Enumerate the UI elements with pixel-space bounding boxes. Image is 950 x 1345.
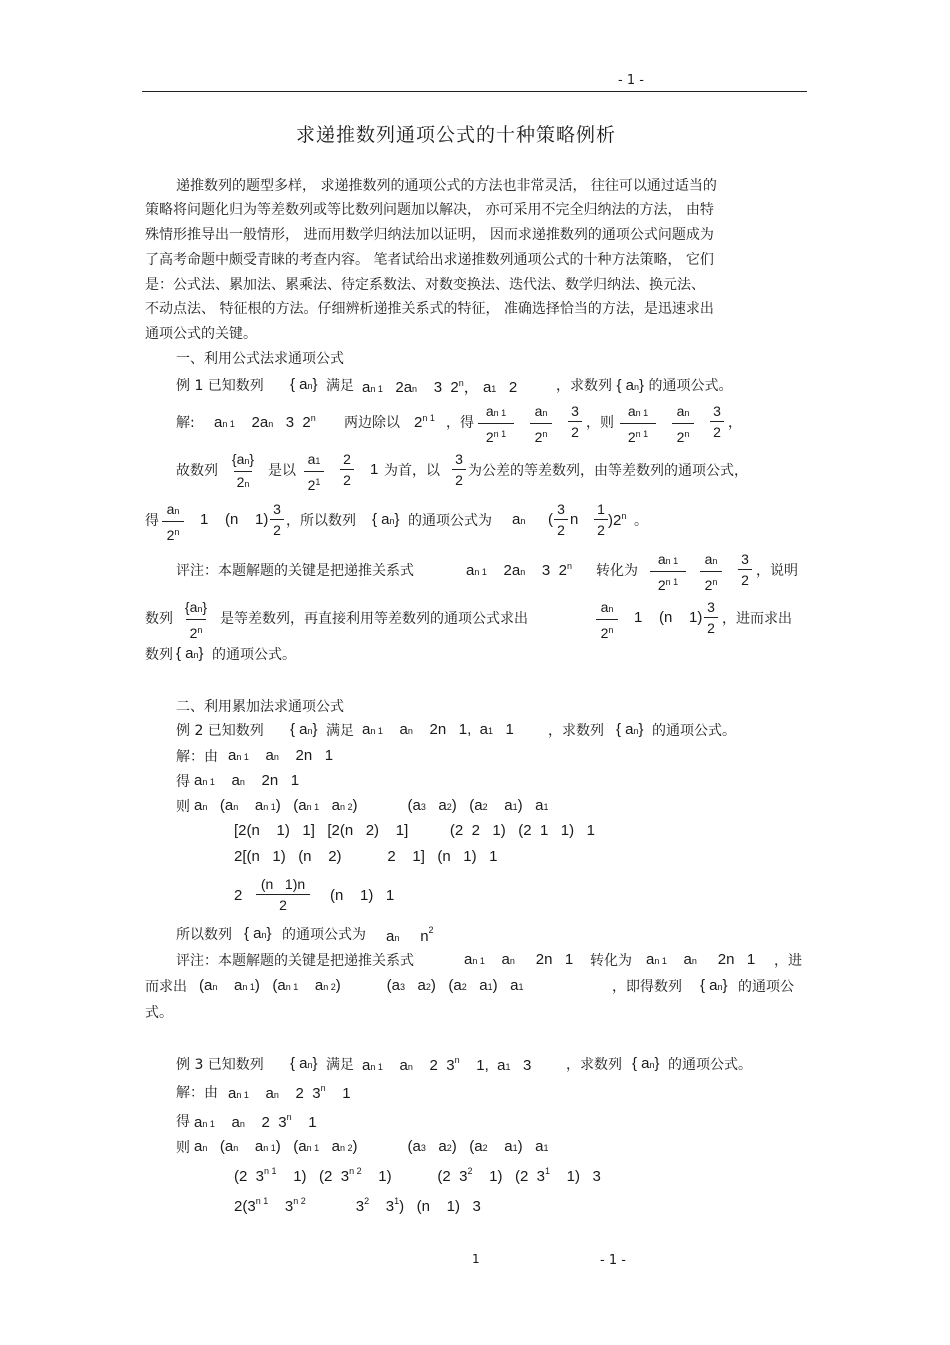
sol3-eq: an 1 an 2 3$^n$ 1	[228, 1083, 351, 1102]
remark2-line2-eq: (an an 1) (an 1 an 2) (a3 a2) (a2 a1) a1	[199, 977, 524, 994]
remark2-end: ，进	[774, 953, 802, 969]
remark1-frac-a: an 1 $2^{n 1}$	[650, 550, 686, 594]
remark1-gen-frac-b: 3 2	[704, 598, 718, 637]
sol1-line3-end: 。	[634, 513, 648, 529]
remark1-line2-b: 是等差数列，再直接利用等差数列的通项公式求出	[220, 611, 528, 627]
ex2-set: { an}	[290, 721, 318, 738]
ex2-set-b: { an}	[616, 721, 644, 738]
sol2-ze: 则	[176, 799, 190, 815]
sol1-open-paren: (	[548, 511, 553, 528]
sol1-frac-b: an 2$^n$	[530, 402, 552, 446]
ex3-label: 例 3 已知数列	[176, 1057, 264, 1073]
ex3-cond: 满足	[326, 1057, 354, 1073]
remark2-line2-set: { an}	[700, 977, 728, 994]
sol1-text2: ，得	[446, 415, 474, 431]
sol2-step2: [2(n 1) 1] [2(n 2) 1] (2 2 1) (2 1 1) 1	[234, 822, 595, 839]
sol3-step2: (2 $3^{n 1}$ 1) (2 $3^{n 2}$ 1) (2 $3^2$ 1) (2 $3^1$ 1) 3	[234, 1166, 601, 1185]
remark2-eq: an 1 an 2n 1	[464, 951, 574, 968]
ex1-tail: ，求数列 { an} 的通项公式。	[556, 377, 733, 394]
remark2-b: 转化为	[590, 953, 632, 969]
sol1-frac-a: an 1 $2^{n 1}$	[478, 402, 514, 446]
sol1-gen-frac-b: 3 2	[270, 500, 284, 539]
header-page-mark: - 1 -	[618, 73, 644, 88]
sol1-text1: 两边除以	[344, 415, 400, 431]
intro-line-4: 了高考命题中颇受青睐的考查内容。 笔者试给出求递推数列通项公式的十种方法策略， 它们	[145, 252, 714, 268]
sol3-ze: 则	[176, 1140, 190, 1156]
remark1-c: ，说明	[756, 563, 798, 579]
sol1-res-frac-a: 3 2	[554, 500, 568, 539]
ex2-end: 的通项公式。	[652, 723, 736, 739]
sol3-ze-eq: an (an an 1) (an 1 an 2) (a3 a2) (a2 a1) a1	[194, 1138, 549, 1155]
ex3-end: 的通项公式。	[668, 1057, 752, 1073]
sol2-step3: 2[(n 1) (n 2) 2 1] (n 1) 1	[234, 848, 498, 865]
sol1-gen-eq: 1 (n 1)	[200, 511, 269, 528]
sol2-result-a: 所以数列	[176, 927, 232, 943]
sol1-res-frac-b: 1 2	[594, 500, 608, 539]
ex2-label: 例 2 已知数列	[176, 723, 264, 739]
remark1-gen-eq: 1 (n 1)	[634, 609, 703, 626]
sol1-one: 1	[370, 461, 379, 478]
sol1-line2-c: 为首，以	[384, 463, 440, 479]
ex3-set-b: { an}	[632, 1055, 660, 1072]
sol2-step4-a: 2	[234, 887, 243, 904]
ex2-cond: 满足	[326, 723, 354, 739]
ex1-cond: 满足	[326, 378, 354, 394]
intro-line-3: 殊情形推导出一般情形， 进而用数学归纳法加以证明， 因而求递推数列的通项公式问题成为	[145, 227, 714, 243]
sol1-frac-e: an 2$^n$	[672, 402, 694, 446]
remark2-line2-a: 而求出	[145, 979, 187, 995]
sol3-label: 解：由	[176, 1085, 218, 1101]
sol1-first-val: 2 2	[340, 450, 354, 489]
sol2-de: 得	[176, 774, 190, 790]
sol1-diff-frac: 3 2	[452, 450, 466, 489]
ex3-set: { an}	[290, 1055, 318, 1072]
header-rule	[142, 91, 807, 92]
sol2-ze-eq: an (an an 1) (an 1 an 2) (a3 a2) (a2 a1) a1	[194, 797, 549, 814]
sol1-an: an	[512, 511, 526, 528]
remark2-eq2: an 1 an 2n 1	[646, 951, 756, 968]
sol1-comma: ，	[728, 415, 742, 431]
remark2-a: 评注：本题解题的关键是把递推关系式	[176, 953, 414, 969]
sol1-line2-d: 为公差的等差数列，由等差数列的通项公式，	[468, 463, 748, 479]
remark1-b: 转化为	[596, 563, 638, 579]
sol1-line2-a: 故数列	[176, 463, 218, 479]
remark2-line3: 式。	[145, 1005, 173, 1021]
sol2-step4-frac: (n 1)n 2	[256, 875, 310, 914]
remark1-line3-a: 数列	[145, 647, 173, 663]
remark1-line3-b: 的通项公式。	[212, 647, 296, 663]
ex2-eq: an 1 an 2n 1, a1 1	[362, 721, 514, 738]
section2-heading: 二、利用累加法求通项公式	[176, 699, 344, 715]
section1-heading: 一、利用公式法求通项公式	[176, 351, 344, 367]
sol2-result-eq: an $n^2$	[386, 925, 434, 945]
sol1-divisor: $2^{n 1}$	[414, 413, 435, 431]
sol2-de-eq: an 1 an 2n 1	[194, 772, 300, 789]
sol2-step4-b: (n 1) 1	[330, 887, 395, 904]
remark1-a: 评注：本题解题的关键是把递推关系式	[176, 563, 414, 579]
sol1-set-b: { an}	[372, 511, 400, 528]
intro-line-1: 递推数列的题型多样， 求递推数列的通项公式的方法也非常灵活， 往往可以通过适当的	[176, 178, 717, 194]
sol1-frac-d: an 1 $2^{n 1}$	[620, 402, 656, 446]
remark1-line2-c: ，进而求出	[722, 611, 792, 627]
ex1-set: { an}	[290, 376, 318, 393]
intro-line-5: 是：公式法、累加法、累乘法、待定系数法、对数变换法、迭代法、数学归纳法、换元法、	[145, 277, 705, 293]
ex1-equation: an 1 2an 3 2$^n$， a1 2	[362, 378, 518, 396]
sol3-de-eq: an 1 an 2 3$^n$ 1	[194, 1112, 317, 1131]
sol2-result-mid: 的通项公式为	[282, 927, 366, 943]
intro-line-2: 策略将问题化归为等差数列或等比数列问题加以解决， 亦可采用不完全归纳法的方法， 由特	[145, 202, 714, 218]
page-title: 求递推数列通项公式的十种策略例析	[296, 124, 617, 146]
footer-page-mark: - 1 -	[600, 1253, 626, 1268]
sol1-line3-a: 得	[145, 513, 159, 529]
sol1-gen-frac: an 2$^n$	[162, 500, 184, 544]
ex1-label: 例 1 已知数列	[176, 378, 264, 394]
intro-line-6: 不动点法、 特征根的方法。仔细辨析递推关系式的特征， 准确选择恰当的方法，是迅速求出	[145, 301, 714, 317]
sol1-eq1: an 1 2an 3 2$^n$	[214, 413, 316, 431]
ex3-eq: an 1 an 2 3$^n$ 1, a1 3	[362, 1055, 532, 1074]
remark1-set: { an}	[176, 645, 204, 662]
sol1-res-n: n	[570, 511, 579, 528]
sol1-text3: ，则	[586, 415, 614, 431]
ex2-tail: ，求数列	[548, 723, 604, 739]
sol1-frac-f: 3 2	[710, 402, 724, 441]
remark1-seq-frac: {an} 2$^n$	[184, 599, 208, 641]
sol1-frac-c: 3 2	[568, 402, 582, 441]
ex3-tail: ，求数列	[566, 1057, 622, 1073]
sol1-seq-frac: {an} 2n	[231, 451, 255, 490]
remark2-line2-b: ，即得数列	[612, 979, 682, 995]
sol2-label: 解：由	[176, 749, 218, 765]
sol3-de: 得	[176, 1114, 190, 1130]
sol1-first-frac: a1 $2^1$	[304, 450, 324, 494]
sol1-line2-b: 是以	[268, 463, 296, 479]
remark1-frac-c: 3 2	[738, 550, 752, 589]
remark1-gen-frac: an 2$^n$	[596, 598, 618, 642]
sol1-line3-b: ，所以数列	[286, 513, 356, 529]
sol2-result-set: { an}	[244, 925, 272, 942]
remark1-eq: an 1 2an 3 2$^n$	[466, 561, 572, 579]
sol3-step3: $2(3^{n 1}$ $3^{n 2}$ $3^2$ $3^1$) (n 1) 3	[234, 1196, 481, 1215]
remark1-frac-b: an 2$^n$	[700, 550, 722, 594]
sol2-eq: an 1 an 2n 1	[228, 747, 334, 764]
intro-line-7: 通项公式的关键。	[145, 326, 257, 342]
footer-page-number: 1	[472, 1252, 480, 1266]
sol1-res-tail: )2$^n$	[608, 511, 627, 529]
sol1-line3-c: 的通项公式为	[408, 513, 492, 529]
remark2-line2-c: 的通项公	[738, 979, 794, 995]
sol1-label: 解:	[176, 415, 195, 431]
remark1-line2-a: 数列	[145, 611, 173, 627]
